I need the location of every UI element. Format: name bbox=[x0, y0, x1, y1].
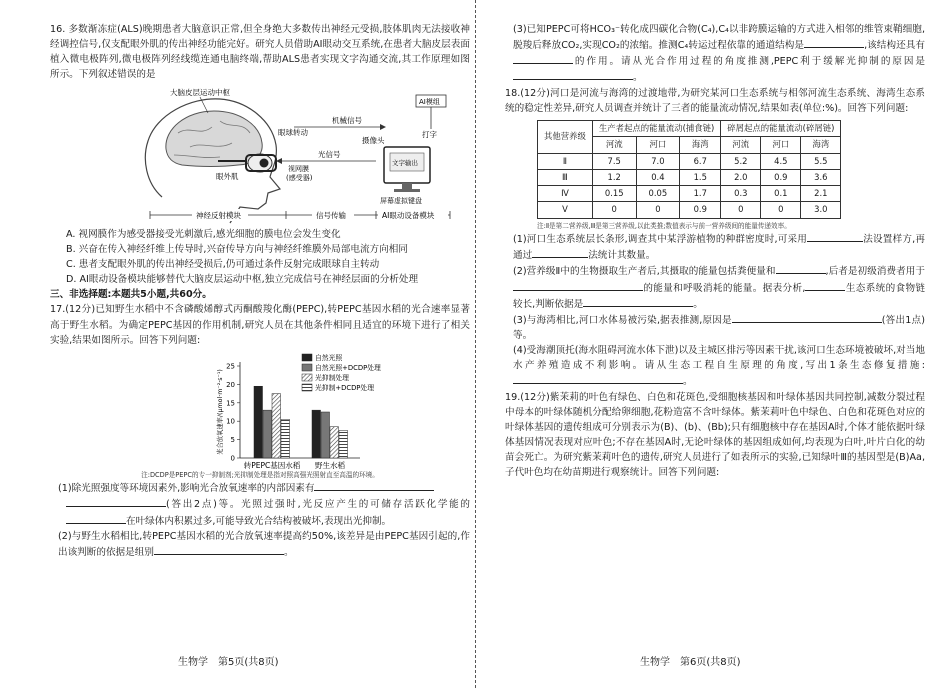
label-text-out: 文字输出 bbox=[392, 158, 418, 167]
legend-swatch bbox=[302, 354, 312, 361]
answer-blank[interactable] bbox=[583, 296, 693, 307]
x-tick-label: 野生水稻 bbox=[315, 460, 345, 470]
table-cell: 0 bbox=[636, 202, 680, 218]
bar bbox=[330, 427, 339, 458]
q18-2-text-b: ,后者是初级消费者用于 bbox=[825, 266, 925, 278]
label-camera: 摄像头 bbox=[362, 135, 385, 145]
table-cell: 1.7 bbox=[680, 186, 721, 202]
q17-2-text-b: 。 bbox=[283, 546, 294, 558]
answer-blank[interactable] bbox=[805, 280, 845, 291]
legend-swatch bbox=[302, 384, 312, 391]
answer-blank[interactable] bbox=[66, 496, 166, 507]
table-subheader: 河流 bbox=[592, 137, 636, 153]
q19-stem: 19.(12分)紫茉莉的叶色有绿色、白色和花斑色,受细胞核基因和叶绿体基因共同控制,减数分裂过程中母本的叶绿体随机分配给卵细胞,花粉造富不含叶绿体。紫茉莉叶色中绿色、白色和花斑色对应的叶绿体基因的遗传组成可分别表示为(B)、(b)、(Bb);只有细胞核中存在基因A时,个体才能依据叶绿体基因情况表现对应叶色;不存在基因A时,无论叶绿体的基因组成如何,均表现为白叶,叶片白化的幼苗会死亡。为研究紫茉莉叶色的遗传,研究人员进行了如表所示的实验,已知绿叶Ⅲ的基因型是(B)Aa,子代叶色均在幼苗期进行观察统计。回答下列问题: bbox=[505, 391, 925, 479]
footer-right: 生物学 第6页(共8页) bbox=[640, 657, 741, 668]
q17-chart-note: 注:DCDP是PEPC的专一抑制剂;光抑制处理是指对照高强光照射直至高温的环境。 bbox=[141, 470, 379, 479]
y-tick-label: 10 bbox=[226, 417, 235, 426]
brain bbox=[166, 111, 262, 167]
bar bbox=[339, 430, 348, 458]
answer-blank[interactable] bbox=[513, 53, 573, 64]
column-divider bbox=[475, 0, 476, 688]
table-subheader: 河口 bbox=[636, 137, 680, 153]
q18-2-text-c: 的能量和呼吸消耗的能量。据表分析, bbox=[643, 282, 806, 294]
q17-part1 bbox=[50, 480, 470, 496]
bar bbox=[263, 410, 272, 458]
q16-option-b: B. 兴奋在传入神经纤维上传导时,兴奋传导方向与神经纤维膜外局部电流方向相同 bbox=[66, 243, 408, 255]
bar bbox=[281, 419, 290, 458]
answer-blank[interactable] bbox=[513, 280, 643, 291]
q18-4-text-b: 。 bbox=[683, 376, 693, 388]
y-tick-label: 0 bbox=[230, 454, 235, 463]
table-cell: Ⅳ bbox=[538, 186, 593, 202]
q17-part3 bbox=[505, 22, 925, 86]
table-subheader: 海湾 bbox=[680, 137, 721, 153]
label-ai-module: AI模组 bbox=[419, 97, 440, 106]
legend-label: 光抑制处理 bbox=[315, 373, 349, 382]
footer-left: 生物学 第5页(共8页) bbox=[178, 657, 279, 668]
q17-bar-chart bbox=[50, 350, 470, 470]
q18-table-note: 注:Ⅱ是第二营养级,Ⅲ是第三营养级,以此类推;数值表示与前一营养级间的能量传递效率。 bbox=[537, 221, 791, 230]
q18-part3 bbox=[505, 312, 925, 343]
q17-3-text-d: 。 bbox=[633, 72, 643, 84]
bar bbox=[254, 386, 263, 458]
q18-energy-table bbox=[537, 120, 841, 219]
q18-2-text-d: 生态系统的食物链较长,判断依据是 bbox=[513, 282, 925, 310]
table-cell: 0 bbox=[761, 202, 801, 218]
label-print: 打字 bbox=[422, 129, 437, 139]
table-cell: 0.1 bbox=[761, 186, 801, 202]
q18-part4 bbox=[505, 343, 925, 389]
label-cortex: 大脑皮层运动中枢 bbox=[170, 87, 230, 97]
legend-label: 自然光照+DCDP处理 bbox=[315, 363, 381, 372]
q17-3-text-a: (3)已知PEPC可将HCO₃⁻转化成四碳化合物(C₄),C₄以非跨膜运输的方式进入相邻的维管束鞘细胞,脱羧后释放CO₂,实现CO₂的浓缩。推测C₄转运过程依靠的通道结构是 bbox=[513, 24, 925, 52]
table-cell: 5.2 bbox=[721, 153, 761, 169]
q18-1-text-b: 法设置样方,再通过 bbox=[513, 234, 925, 262]
table-cell: 0.4 bbox=[636, 169, 680, 185]
q17-3-text-b: ,该结构还具有 bbox=[864, 40, 925, 52]
legend-swatch bbox=[302, 374, 312, 381]
legend-label: 自然光照 bbox=[315, 353, 343, 362]
q16-option-a: A. 视网膜作为感受器接受光刺激后,感光细胞的膜电位会发生变化 bbox=[66, 228, 341, 240]
q17-1-text-a: (1)除光照强度等环境因素外,影响光合放氧速率的内部因素有 bbox=[58, 483, 315, 495]
x-tick-label: 转PEPC基因水稻 bbox=[243, 460, 301, 470]
label-module-1: 神经反射模块 bbox=[196, 210, 241, 220]
q18-part1 bbox=[505, 231, 925, 263]
answer-blank[interactable] bbox=[732, 312, 882, 323]
answer-blank[interactable] bbox=[776, 263, 826, 274]
bar bbox=[312, 410, 321, 458]
answer-blank[interactable] bbox=[66, 513, 126, 524]
table-cell: 7.0 bbox=[636, 153, 680, 169]
table-cell: 4.5 bbox=[761, 153, 801, 169]
table-cell: 3.6 bbox=[801, 169, 841, 185]
table-subheader: 海湾 bbox=[801, 137, 841, 153]
table-cell: 0.15 bbox=[592, 186, 636, 202]
q18-1-text-c: 法统计其数量。 bbox=[588, 250, 656, 262]
y-tick-label: 5 bbox=[230, 435, 235, 444]
q18-1-text-a: (1)河口生态系统层长条形,调查其中某浮游植物的种群密度时,可采用 bbox=[513, 234, 808, 246]
section-3-heading: 三、非选择题:本题共5小题,共60分。 bbox=[50, 289, 212, 301]
table-header-row bbox=[538, 120, 841, 136]
table-cell: Ⅴ bbox=[538, 202, 593, 218]
q16-stem: 16. 多数渐冻症(ALS)晚期患者大脑意识正常,但全身绝大多数传出神经元受损,肢体肌肉无法接收神经调控信号,仅支配眼外肌的传出神经功能完好。研究人员借助AI眼动交互系统,在患者大脑皮层表面植入微电极阵列,微电极阵列经线缆连通电脑终端,帮助ALS患者实现文字沟通交流,其工作原理如图所示。下列叙述错误的是 bbox=[50, 24, 470, 81]
table-subheader: 河口 bbox=[761, 137, 801, 153]
answer-blank[interactable] bbox=[807, 231, 863, 242]
q18-3-text-a: (3)与海湾相比,河口水体易被污染,据表推测,原因是 bbox=[513, 314, 732, 326]
table-subheader: 河流 bbox=[721, 137, 761, 153]
q17-part2 bbox=[50, 529, 470, 560]
table-row bbox=[538, 153, 841, 169]
table-cell: 0.9 bbox=[761, 169, 801, 185]
table-cell: 0.3 bbox=[721, 186, 761, 202]
answer-blank[interactable] bbox=[532, 247, 588, 258]
label-retina: 视网膜(感受器) bbox=[286, 164, 313, 182]
table-cell: 3.0 bbox=[801, 202, 841, 218]
label-light: 光信号 bbox=[318, 149, 341, 159]
y-tick-label: 25 bbox=[226, 362, 235, 371]
table-cell: 1.2 bbox=[592, 169, 636, 185]
table-cell: 6.7 bbox=[680, 153, 721, 169]
y-tick-label: 15 bbox=[226, 399, 235, 408]
label-module-2: 信号传输 bbox=[316, 210, 346, 220]
answer-blank[interactable] bbox=[513, 373, 683, 384]
q17-1-text-b: (答出2点)等。光照过强时,光反应产生的可储存活跃化学能的 bbox=[166, 499, 470, 511]
table-cell: 0.9 bbox=[680, 202, 721, 218]
q17-part1-cont bbox=[50, 496, 470, 528]
q18-3-text-b: (答出1点)等。 bbox=[513, 314, 925, 341]
table-header-level: 其他营养级 bbox=[538, 120, 593, 153]
q17-2-text-a: (2)与野生水稻相比,转PEPC基因水稻的光合放氧速率提高约50%,该差异是由PEPC基因引起的,作出该判断的依据是组别 bbox=[58, 530, 470, 558]
q18-4-text-a: (4)受海潮顶托(海水阻碍河流水体下泄)以及主城区排污等因素干扰,该河口生态环境被破坏,对当地水产养殖造成不利影响。请从生态工程自生原理的角度,写出1条生态修复措施: bbox=[513, 345, 925, 372]
label-extraocular: 眼外肌 bbox=[216, 171, 239, 181]
q16-figure bbox=[50, 85, 470, 225]
table-cell: 7.5 bbox=[592, 153, 636, 169]
table-row bbox=[538, 202, 841, 218]
answer-blank[interactable] bbox=[804, 37, 864, 48]
table-cell: 0 bbox=[721, 202, 761, 218]
table-header-producer: 生产者起点的能量流动(捕食链) bbox=[592, 120, 720, 136]
answer-blank[interactable] bbox=[513, 69, 633, 80]
q17-1-text-c: 在叶绿体内积累过多,可能导致光合结构被破坏,表现出光抑制。 bbox=[126, 515, 392, 527]
table-cell: 0.05 bbox=[636, 186, 680, 202]
bar bbox=[272, 393, 281, 457]
answer-blank[interactable] bbox=[314, 480, 434, 491]
legend-swatch bbox=[302, 364, 312, 371]
y-tick-label: 20 bbox=[226, 380, 235, 389]
q18-stem: 18.(12分)河口是河流与海湾的过渡地带,为研究某河口生态系统与相邻河流生态系统、海湾生态系统的稳定性差异,研究人员调查并统计了三者的能量流动情况,结果如表(单位:%)。回答下列问题: bbox=[505, 87, 925, 114]
q18-part2 bbox=[505, 263, 925, 311]
table-cell: 5.5 bbox=[801, 153, 841, 169]
table-cell: 0 bbox=[592, 202, 636, 218]
q17-3-text-c: 的作用。请从光合作用过程的角度推测,PEPC利于缓解光抑制的原因是 bbox=[573, 56, 925, 68]
label-mech: 机械信号 bbox=[332, 115, 362, 125]
label-module-3: AI眼动设备模块 bbox=[382, 210, 435, 220]
table-cell: Ⅲ bbox=[538, 169, 593, 185]
table-cell: Ⅱ bbox=[538, 153, 593, 169]
answer-blank[interactable] bbox=[154, 544, 284, 555]
bar bbox=[321, 412, 330, 458]
left-column bbox=[50, 22, 470, 560]
q16-option-c: C. 患者支配眼外肌的传出神经受损后,仍可通过条件反射完成眼球自主转动 bbox=[66, 258, 380, 270]
right-column bbox=[505, 22, 925, 481]
table-cell: 1.5 bbox=[680, 169, 721, 185]
q17-stem: 17.(12分)已知野生水稻中不含磷酸烯醇式丙酮酸羧化酶(PEPC),转PEPC基因水稻的光合速率显著高于野生水稻。为确定PEPC基因的作用机制,研究人员在其他条件相同且适宜的环境下进行了相关实验,结果如图所示。回答下列问题: bbox=[50, 304, 470, 346]
q18-2-text-a: (2)营养级Ⅱ中的生物摄取生产者后,其摄取的能量包括粪便量和 bbox=[513, 266, 776, 278]
label-eye-move: 眼球转动 bbox=[278, 127, 308, 137]
table-cell: 2.0 bbox=[721, 169, 761, 185]
label-keyboard: 屏幕虚拟键盘 bbox=[380, 196, 422, 205]
y-axis-label: 光合放氧速率/(μmol·m⁻²·s⁻¹) bbox=[217, 369, 224, 455]
table-row bbox=[538, 169, 841, 185]
q18-2-text-e: 。 bbox=[693, 298, 703, 310]
table-cell: 2.1 bbox=[801, 186, 841, 202]
table-row bbox=[538, 186, 841, 202]
q16-option-d: D. AI眼动设备模块能够替代大脑皮层运动中枢,独立完成信号在神经层面的分析处理 bbox=[66, 274, 419, 286]
legend-label: 光抑制+DCDP处理 bbox=[315, 383, 374, 392]
table-header-detritus: 碎屑起点的能量流动(碎屑链) bbox=[721, 120, 841, 136]
